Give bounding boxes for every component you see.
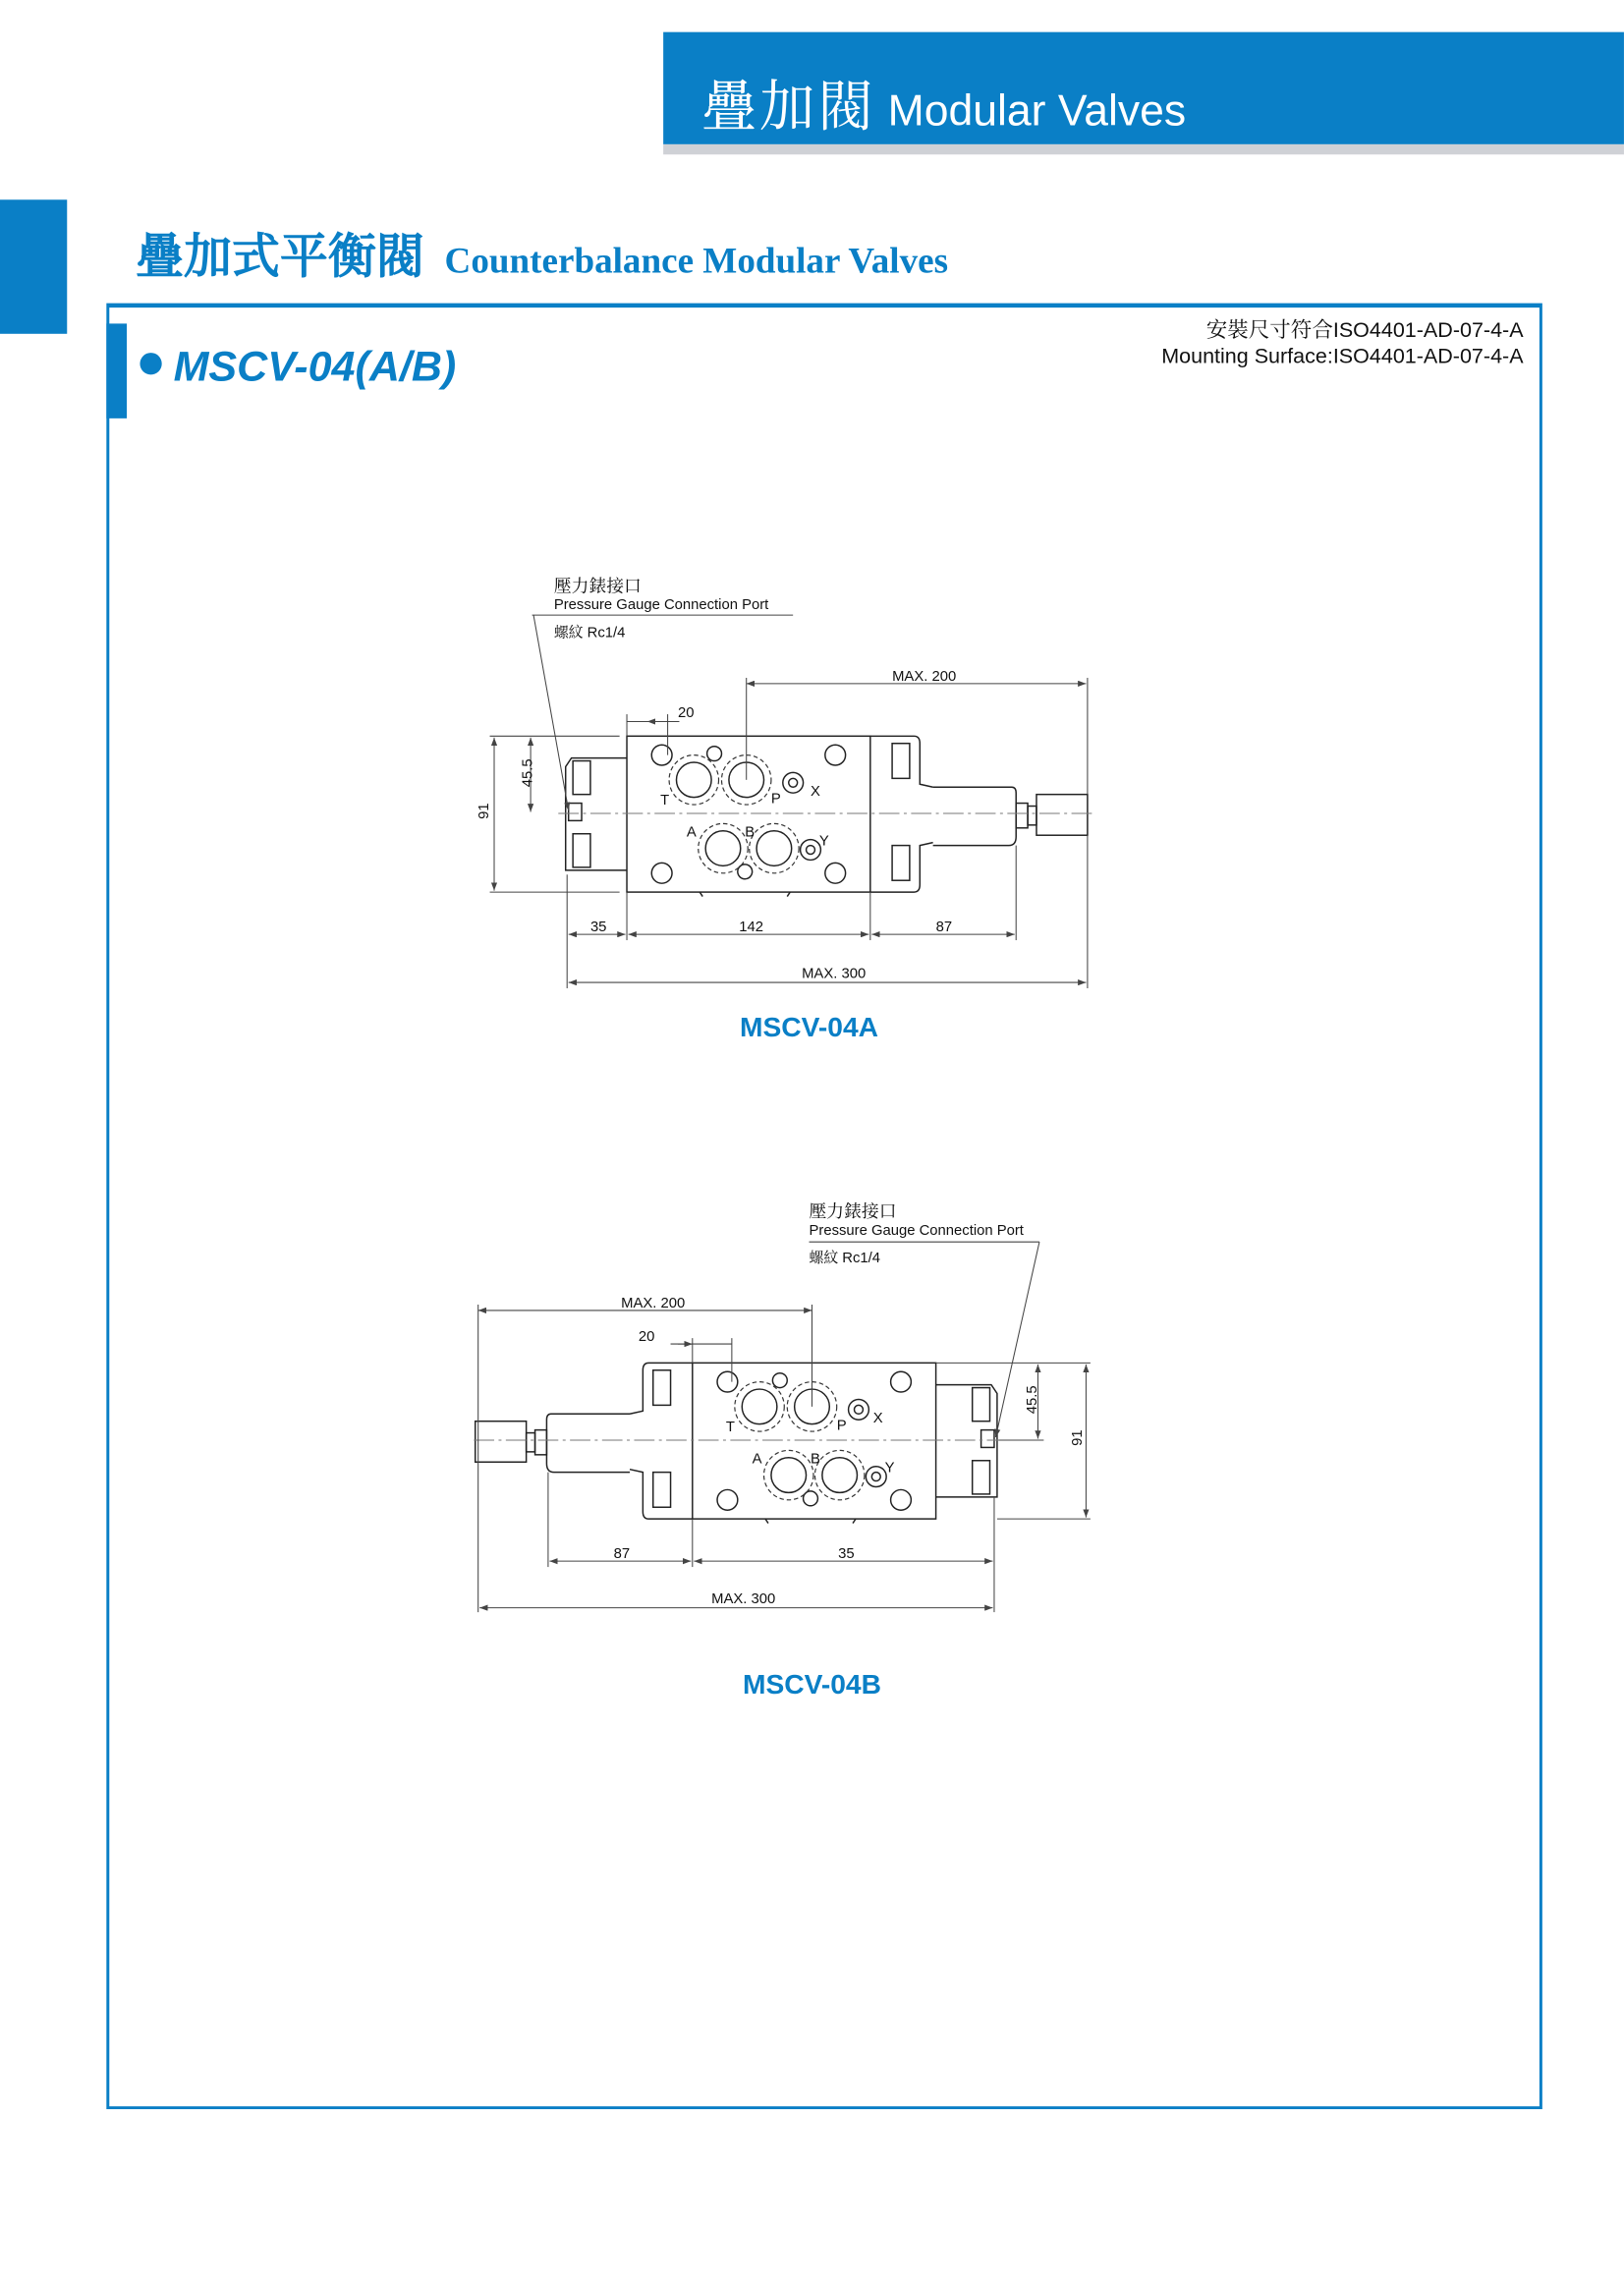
port-label-t: T	[660, 793, 670, 809]
port-label-x: X	[810, 784, 820, 801]
dim-max300: MAX. 300	[802, 966, 867, 982]
dim-87: 87	[935, 920, 953, 936]
mounting-cn: 安裝尺寸符合ISO4401-AD-07-4-A	[1205, 318, 1524, 343]
dim-max300: MAX. 300	[711, 1591, 776, 1608]
dim-20: 20	[638, 1329, 655, 1346]
section-title-en: Counterbalance Modular Valves	[444, 242, 949, 282]
diagram-mscv-04a	[476, 576, 1093, 1042]
mounting-en: Mounting Surface:ISO4401-AD-07-4-A	[1161, 345, 1524, 369]
dim-max200: MAX. 200	[892, 668, 957, 685]
port-label-a: A	[686, 824, 697, 841]
dim-91: 91	[1069, 1429, 1086, 1446]
dim-45-5: 45.5	[1024, 1385, 1040, 1415]
dim-87: 87	[613, 1546, 631, 1563]
dim-45-5: 45.5	[520, 758, 536, 788]
gauge-label-cn: 壓力錶接口	[809, 1200, 897, 1221]
dim-35: 35	[838, 1546, 855, 1563]
thread-label: 螺紋 Rc1/4	[553, 625, 626, 641]
gauge-leader-line	[533, 615, 569, 810]
port-label-t: T	[725, 1420, 735, 1436]
port-label-p: P	[836, 1418, 847, 1434]
diagram-mscv-04b	[474, 1201, 1091, 1700]
port-label-b: B	[745, 824, 756, 841]
diagram-caption-a: MSCV-04A	[740, 1010, 879, 1042]
port-label-y: Y	[818, 833, 829, 850]
gauge-label-en: Pressure Gauge Connection Port	[553, 597, 769, 614]
dim-142: 142	[739, 920, 764, 936]
diagram-caption-b: MSCV-04B	[742, 1668, 881, 1701]
port-label-b: B	[810, 1451, 820, 1468]
dim-91: 91	[476, 803, 493, 819]
port-label-x: X	[872, 1411, 883, 1427]
dim-35: 35	[589, 920, 607, 936]
header-title-cn: 疊加閥	[700, 77, 876, 139]
dim-20: 20	[677, 705, 695, 722]
valve-body-a	[627, 736, 870, 896]
valve-body-b	[693, 1363, 936, 1523]
thread-label: 螺紋 Rc1/4	[809, 1250, 881, 1266]
model-name: MSCV-04(A/B)	[173, 344, 457, 391]
gauge-label-en: Pressure Gauge Connection Port	[809, 1222, 1024, 1239]
gauge-label-cn: 壓力錶接口	[553, 576, 642, 596]
section-title-cn: 疊加式平衡閥	[135, 228, 424, 283]
header-title-en: Modular Valves	[887, 87, 1187, 136]
port-label-p: P	[770, 791, 781, 808]
port-label-y: Y	[884, 1460, 895, 1477]
port-label-a: A	[752, 1451, 762, 1468]
dim-max200: MAX. 200	[621, 1295, 686, 1311]
